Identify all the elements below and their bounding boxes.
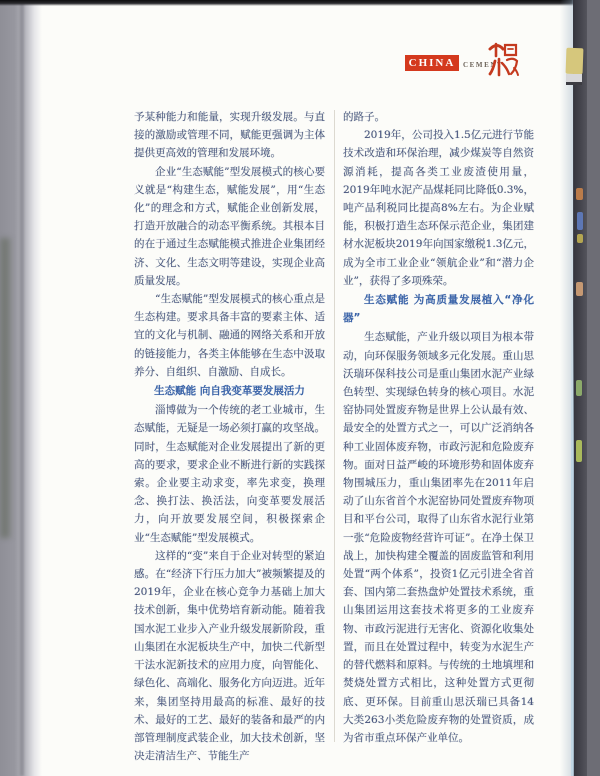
paragraph: 的路子。 bbox=[343, 111, 385, 123]
page-edge-highlight bbox=[571, 0, 574, 776]
page-edge-speck bbox=[577, 234, 583, 243]
section-heading: 生态赋能 向自我变革要发展活力 bbox=[154, 385, 305, 398]
china-cement-seal-icon bbox=[487, 41, 520, 78]
page-tab-label bbox=[566, 74, 582, 85]
column-divider bbox=[334, 110, 335, 742]
section-heading: 生态赋能 为高质量发展植入“净化器” bbox=[343, 294, 534, 325]
paragraph: 予某种能力和能量，实现升级发展。与直接的激励或管理不同，赋能更强调为主体提供更高效的管理和发展环境。 bbox=[134, 111, 325, 160]
page-edge-speck bbox=[576, 380, 582, 396]
top-scan-edge bbox=[0, 0, 600, 6]
paragraph: 这样的“变”来自于企业对转型的紧迫感。在“经济下行压力加大”被频繁提及的2019年，企业在核心竞争力基础上加大技术创新，集中优势培育新动能。随着我国水泥工业步入产业升级发展新阶段，重山集团在水泥板块生产中，加快二代新型干法水泥新技术的应用力度，向智能化、绿色化、高端化、服务化方向迈进。近年来，集团坚持用最高的标准、最好的技术、最好的工艺、最好的装备和最严的内部管理制度武装企业，加大技术创新，坚决走清洁生产、节能生产 bbox=[134, 549, 325, 763]
brand-china-label: CHINA bbox=[408, 56, 456, 69]
paragraph: 淄博做为一个传统的老工业城市，生态赋能，无疑是一场必须打赢的攻坚战。同时，生态赋能对企业发展提出了新的更高的要求，要求企业不断进行新的实践探索。企业要主动求变，率先求变，换理念、换打法、换活法，向变革要发展活力，向开放要发展空间，积极探索企业“生态赋能”型发展模式。 bbox=[134, 404, 325, 544]
yellow-page-tab-marker bbox=[566, 48, 584, 75]
page-edge-speck bbox=[576, 188, 583, 200]
paragraph: 2019年，公司投入1.5亿元进行节能技术改造和环保治理，减少煤炭等自然资源消耗，提高各类工业废渣使用量，2019年吨水泥产品煤耗同比降低0.3%，吨产品利税同比提高8%左右。为企业赋能，积极打造生态环保示范企业，集团建材水泥板块2019年向国家缴税1.3亿元，成为全市工业企业“领航企业”和“潜力企业”，获得了多项殊荣。 bbox=[343, 129, 534, 287]
china-cement-logo-box bbox=[405, 55, 459, 71]
left-edge-shadow-patch bbox=[0, 238, 10, 538]
right-scan-edge bbox=[587, 0, 600, 776]
paragraph: “生态赋能”型发展模式的核心重点是生态构建。要求具备丰富的要素主体、适宜的文化与机制、融通的网络关系和开放的链接能力，各类主体能够在生态中汲取养分、自组织、自激励、自成长。 bbox=[134, 293, 325, 378]
brand-cement-label: CEMENT bbox=[463, 61, 504, 69]
page-edge-speck bbox=[576, 282, 583, 296]
page-edge-speck bbox=[577, 212, 583, 230]
page-edge-speck bbox=[576, 440, 582, 462]
right-column bbox=[343, 108, 534, 765]
left-edge-line bbox=[20, 0, 24, 776]
left-column bbox=[134, 108, 325, 765]
paragraph: 企业“生态赋能”型发展模式的核心要义就是“构建生态，赋能发展”，用“生态化”的理念和方式，赋能企业创新发展，打造开放融合的动态平衡系统。其根本目的在于通过生态赋能模式推进企业集团经济、文化、生态文明等建设，实现企业高质量发展。 bbox=[134, 165, 325, 287]
paragraph: 生态赋能，产业升级以项目为根本带动，向环保服务领域多元化发展。重山思沃瑞环保科技公司是重山集团水泥产业绿色转型、实现绿色转身的核心项目。水泥窑协同处置废弃物是世界上公认最有效、最安全的处置方式之一，可以广泛消纳各种工业固体废弃物，市政污泥和危险废弃物。面对日益严峻的环境形势和固体废弃物围城压力，重山集团率先在2011年启动了山东省首个水泥窑协同处置废弃物项目和平台公司，取得了山东省水泥行业第一张“危险废物经营许可证”。在净土保卫战上，加快构建全覆盖的固废监管和利用处置“两个体系”，投资1亿元引进全省首套、国内第二套热盘炉处置技术系统，重山集团运用这套技术将更多的工业废弃物、市政污泥进行无害化、资源化收集处置，而且在处置过程中，转变为水泥生产的替代燃料和原料。与传统的土地填埋和焚烧处置方式相比，这种处置方式更彻底、更环保。目前重山思沃瑞已具备14大类263小类危险废弃物的处置资质，成为省市重点环保产业单位。 bbox=[343, 331, 534, 744]
